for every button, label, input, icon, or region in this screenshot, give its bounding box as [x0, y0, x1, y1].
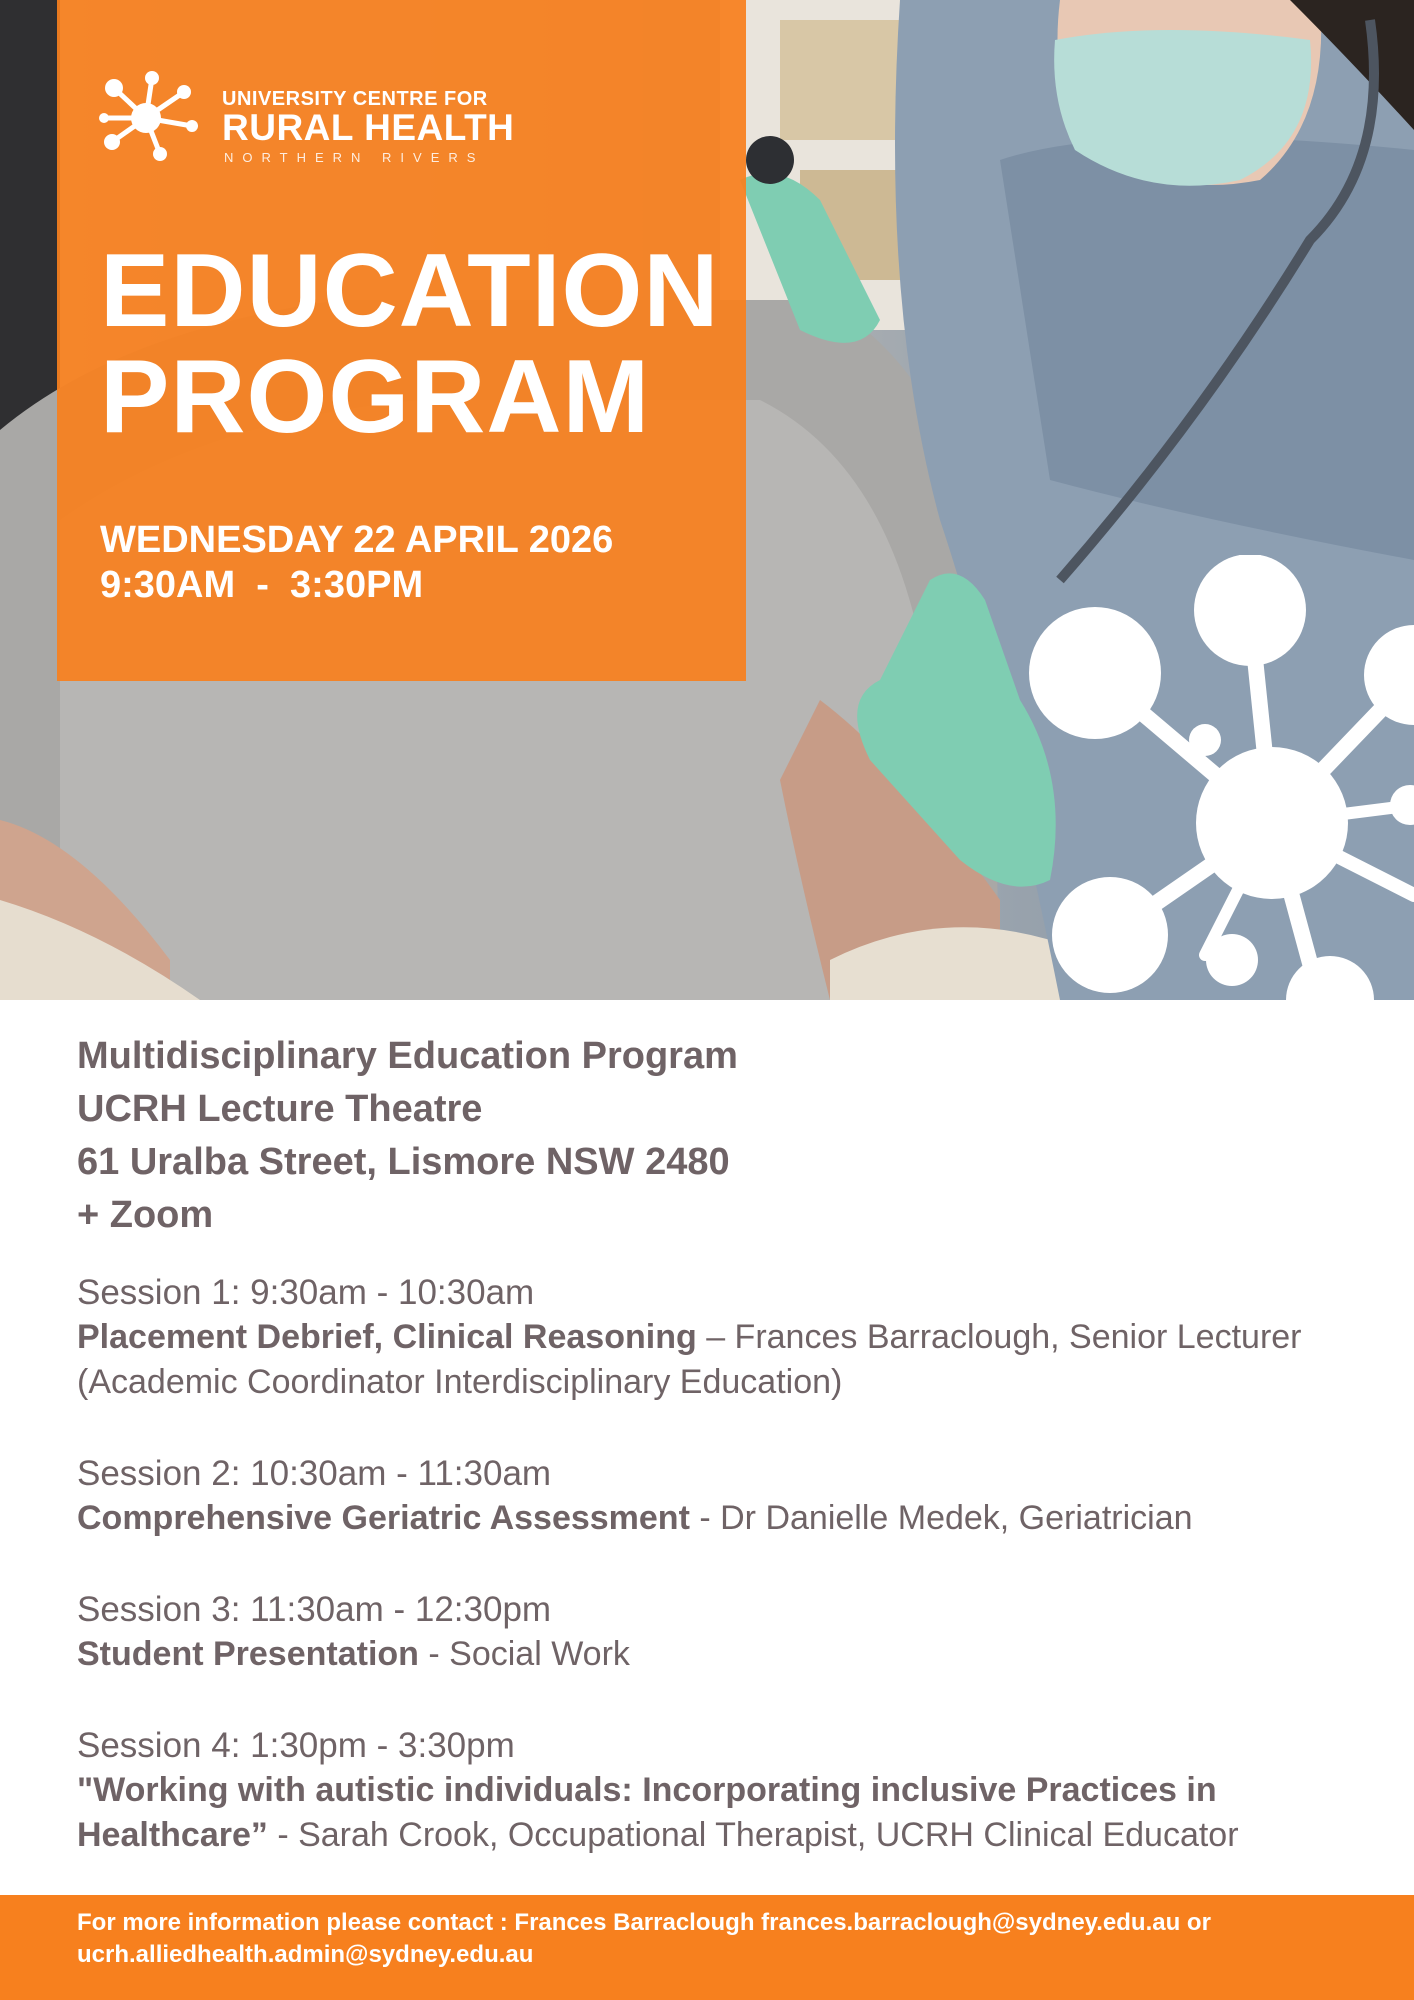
venue-name: UCRH Lecture Theatre	[77, 1088, 483, 1130]
session-time: Session 1: 9:30am - 10:30am	[77, 1273, 535, 1312]
program-name: Multidisciplinary Education Program	[77, 1035, 738, 1077]
venue-address: 61 Uralba Street, Lismore NSW 2480	[77, 1141, 730, 1183]
logo-line-1: UNIVERSITY CENTRE FOR	[222, 88, 488, 110]
venue-block	[77, 1030, 1377, 1242]
contact-footer	[0, 1895, 1414, 2000]
session-title: Placement Debrief, Clinical Reasoning	[77, 1318, 697, 1356]
contact-info: For more information please contact : Frances Barraclough frances.barraclough@sydney.edu.au or ucrh.alliedhealth.admin@sydney.edu.au	[77, 1909, 1211, 1968]
session-4	[77, 1723, 1377, 1858]
network-logo-icon	[98, 70, 198, 162]
session-presenter: - Social Work	[418, 1635, 630, 1673]
event-time: 9:30AM - 3:30PM	[100, 564, 424, 606]
logo-line-3: NORTHERN RIVERS	[224, 150, 485, 165]
logo-line-2: RURAL HEALTH	[222, 107, 515, 148]
session-time: Session 4: 1:30pm - 3:30pm	[77, 1726, 515, 1765]
network-graphic-icon	[1000, 555, 1414, 1000]
title-line-1: EDUCATION	[100, 233, 720, 349]
session-title: "Working with autistic individuals: Incorporating inclusive Practices in Healthcare”	[77, 1771, 1217, 1854]
session-time: Session 2: 10:30am - 11:30am	[77, 1454, 552, 1493]
event-datetime	[100, 518, 613, 608]
session-presenter: - Sarah Crook, Occupational Therapist, UCRH Clinical Educator	[267, 1816, 1239, 1854]
session-1	[77, 1270, 1377, 1405]
session-presenter: - Dr Danielle Medek, Geriatrician	[689, 1499, 1193, 1537]
venue-zoom: + Zoom	[77, 1194, 214, 1236]
session-2	[77, 1451, 1377, 1541]
ucrh-logo	[98, 70, 538, 170]
session-title: Comprehensive Geriatric Assessment	[77, 1499, 690, 1537]
program-details	[77, 1030, 1377, 1904]
page-title	[100, 233, 730, 455]
title-line-2: PROGRAM	[100, 339, 651, 455]
session-presenter: – Frances Barraclough, Senior Lecturer (Academic Coordinator Interdisciplinary Education)	[77, 1318, 1302, 1401]
session-3	[77, 1587, 1377, 1677]
session-time: Session 3: 11:30am - 12:30pm	[77, 1590, 552, 1629]
event-date: WEDNESDAY 22 APRIL 2026	[100, 519, 614, 561]
session-list	[77, 1270, 1377, 1858]
session-title: Student Presentation	[77, 1635, 419, 1673]
